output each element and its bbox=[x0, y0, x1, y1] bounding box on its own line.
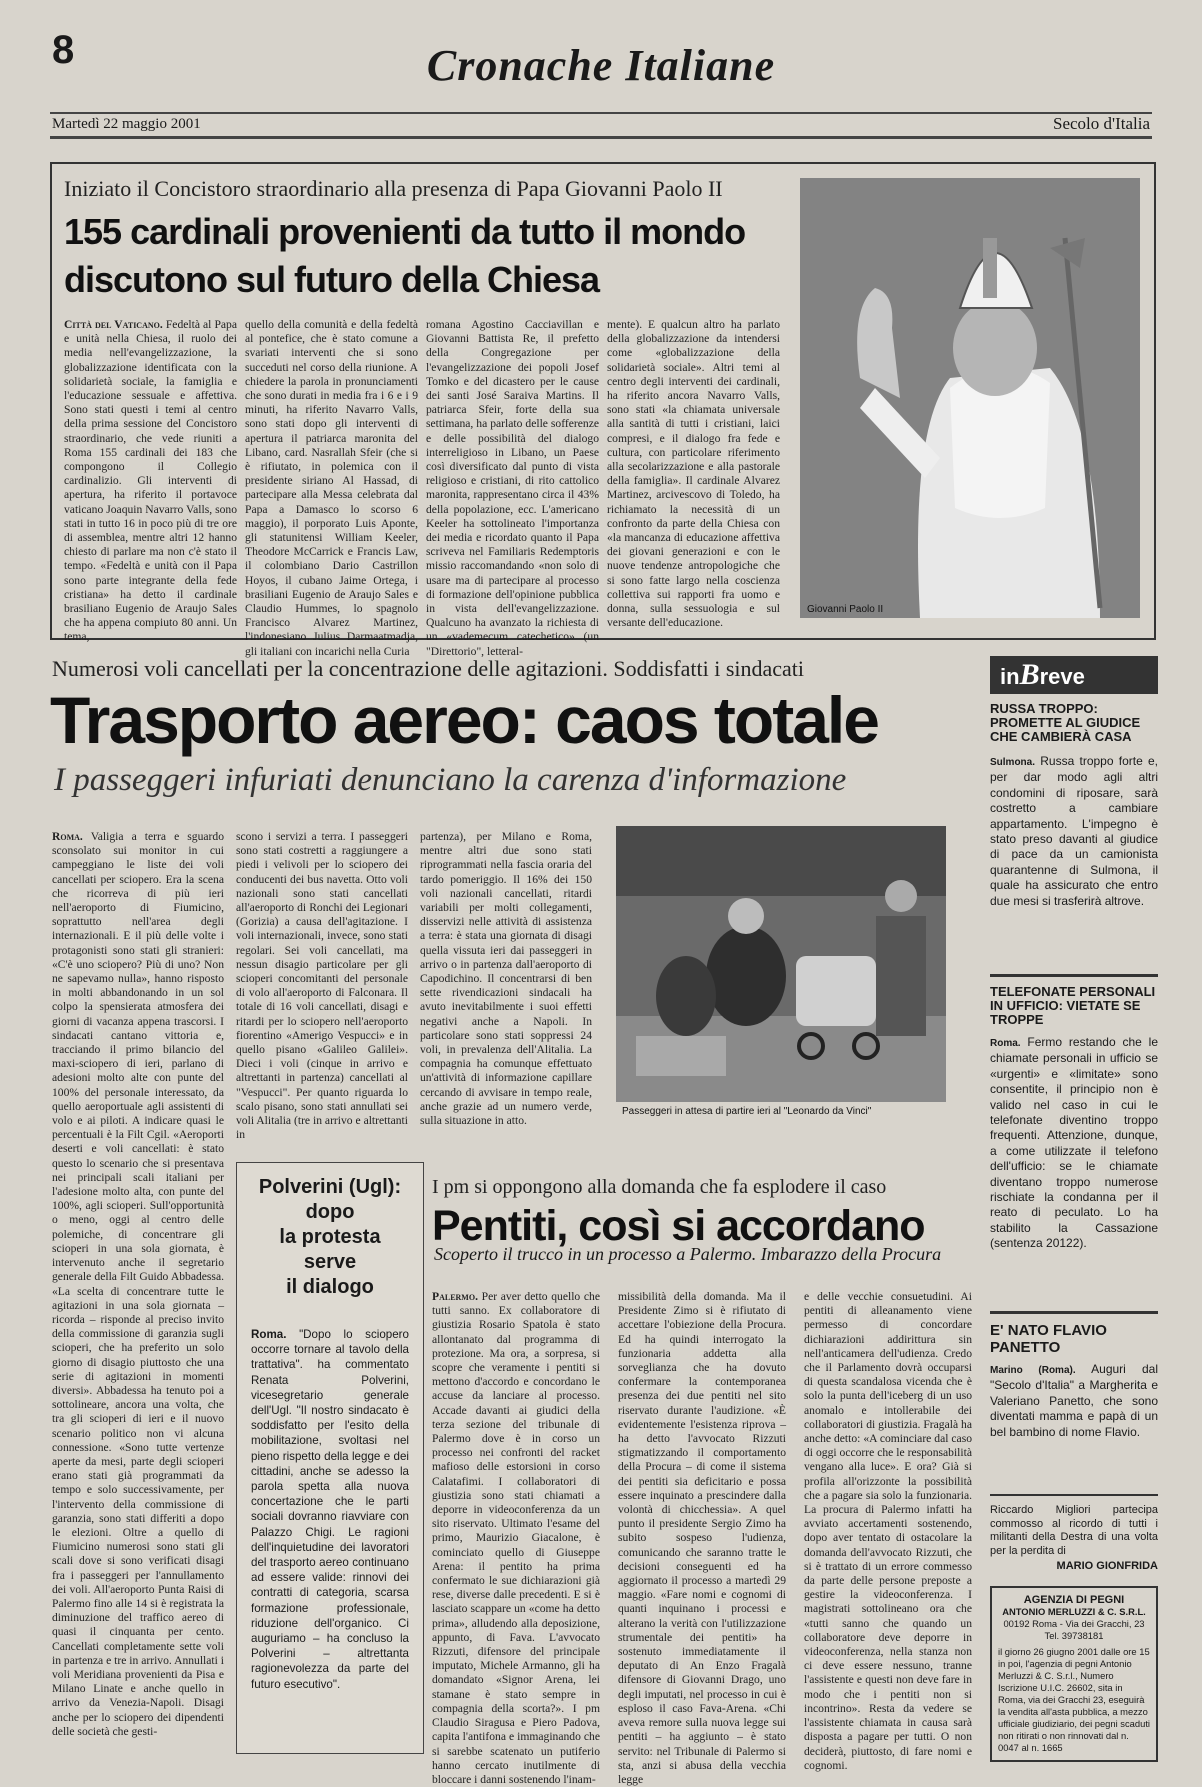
newspaper-name: Secolo d'Italia bbox=[1052, 114, 1150, 133]
article3-subhead: Scoperto il trucco in un processo a Palermo. Imbarazzo della Procura bbox=[434, 1244, 942, 1264]
header-rule bbox=[50, 112, 1152, 114]
article3-kicker: I pm si oppongono alla domanda che fa esplodere il caso bbox=[432, 1176, 887, 1198]
article3-dateline: Palermo. bbox=[432, 1290, 478, 1303]
page-number: 8 bbox=[52, 28, 75, 72]
article2-kicker: Numerosi voli cancellati per la concentrazione delle agitazioni. Soddisfatti i sindacati bbox=[52, 656, 805, 681]
article2-col3: partenza), per Milano e Roma, mentre altri due sono stati riprogrammati nella fascia oraria del tardo pomeriggio. Il 16% dei 150 voli nazionali cancellati, ritardi variabili per molti collegamenti, disservizi nelle attività di assistenza a terra: è stata una giornata di disagi quella vissuta ieri dai passeggeri in arrivo o in partenza dall'aeroporto di Capodichino. Il concentrarsi di ben sette rivendicazioni sindacali ha avuto inevitabilmente i suoi effetti negativi anche a Napoli. In particolare sono stati soppressi 24 voli, in prevalenza dell'Alitalia. La compagnia ha comunque effettuato un'attività di informazione capillare cercando di avvisare in tempo reale, anche grazie ad un numero verde, sulla situazione in atto. bbox=[420, 830, 592, 1128]
polverini-title: Polverini (Ugl): dopo la protesta serve il dialogo bbox=[258, 1176, 402, 1298]
article2-col2: scono i servizi a terra. I passeggeri sono stati costretti a raggiungere a piedi i velivoli per lo sciopero dei conducenti dei bus navetta. Otto voli nazionali sono stati cancellati all'aeroporto di Ronchi dei Legionari (Gorizia) a causa dell'agitazione. I voli internazionali, invece, sono stati regolari. Sei voli cancellati, ma nessun disagio particolare per gli scioperi concomitanti del personale di volo all'aeroporto di Falconara. Il totale di 16 voli cancellati, disagi e ritardi per lo sciopero nell'aeroporto fiorentino «Amerigo Vespucci» e in quello pisano «Galileo Galilei». Dieci i voli (cinque in arrivo e altrettanti in partenza) cancellati al "Vespucci". Per quanto riguarda lo scalo pisano, sono stati annullati sei voli Alitalia (tre in arrivo e altrettanti in bbox=[236, 830, 408, 1142]
section-masthead bbox=[0, 40, 1202, 91]
article-concistoro bbox=[50, 162, 1156, 658]
brief-item: RUSSA TROPPO: PROMETTE AL GIUDICE CHE CAMBIERÀ CASA Sulmona. Russa troppo forte e, per dar modo agli altri condomini di riposare, sarà costretto a cambiare appartamento. L'impegno è stato preso davanti al giudice di pace da un camionista quarantenne di Sulmona, il quale ha assicurato che entro due mesi si trasferirà altrove. bbox=[990, 701, 1158, 908]
article2-col1: Roma. Valigia a terra e sguardo sconsolato sui monitor in cui campeggiano le liste dei voli cancellati per sciopero. Era la scena che ricorreva di più ieri nell'aeroporto di Fiumicino, soprattutto nell'area degli internazionali. E il più delle volte i protagonisti sono stati gli stranieri: «C'è uno sciopero? Più di uno? Non ne sapevamo nulla», hanno risposto in molti abbandonando in un sol colpo la spensierata atmosfera dei giorni di vacanza appena trascorsi. I sindacati cantano vittoria e, tracciando il primo bilancio del maxi-sciopero di ieri, parlano di adesioni molto alte con punte del 100% del personale interessato, da quello aeroportuale agli assistenti di volo e ai piloti. A indicare quasi le percentuali è la Filt Cgil. «Aeroporti deserti e voli cancellati: è stato questo lo scenario che si presentava nei principali scali italiani per l'adesione molto alta, con punte del 100%, agli scioperi. Sull'opportunità o meno, oggi al centro delle polemiche, di concentrare gli scioperi in una sola giornata, è intervenuto anche il segretario generale della Filt Guido Abbadessa. «La scelta di concentrare tutte le agitazioni in una sola giornata – ricorda – risponde al preciso invito della commissione di garanzia sugli scioperi, che ha preferito un solo giorno di disagio piuttosto che una serie di agitazioni in momenti diversi». Abbadessa ha tenuto poi a sottolineare, ancora una volta, che tra gli scioperi di ieri e il nuovo scenario politico non vi alcuna connessione. «Sono tutte vertenze aperte da mesi, parte degli scioperi erano stati già programmati da tempo e solo successivamente, per l'intervento della commissione di garanzia, sono stati differiti a dopo le elezioni. Oltre a quello di Fiumicino numerosi sono stati gli scali dove si sono verificati disagi fra i passeggeri per l'annullamento dei voli. All'aeroporto Punta Raisi di Palermo fino alle 14 si è registrata la diminuzione del traffico aereo di quasi il cinquanta per cento. Cancellati completamente sette voli in partenza e tre in arrivo. Annullati i voli Meridiana provenienti da Pisa e Milano Linate e anche quello in arrivo da Venezia-Napoli. Disagi anche per lo sciopero dei dipendenti delle società che gesti- bbox=[52, 830, 224, 1738]
article2-headline: Trasporto aereo: caos totale bbox=[50, 683, 878, 757]
article2-dateline: Roma. bbox=[52, 830, 83, 843]
section-title: Cronache Italiane bbox=[426, 41, 776, 90]
condolence: Riccardo Migliori partecipa commosso al ricordo di tutti i militanti della Destra di una volta per la perdita di MARIO GIONFRIDA bbox=[990, 1494, 1158, 1572]
article1-kicker: Iniziato il Concistoro straordinario alla presenza di Papa Giovanni Paolo II bbox=[64, 176, 723, 201]
airport-photo-illustration bbox=[616, 826, 946, 1102]
airport-photo bbox=[616, 826, 946, 1102]
polverini-text: Roma. "Dopo lo sciopero occorre tornare al tavolo della trattativa". ha commentato Renata Polverini, vicesegretario generale dell'Ugl. "Il nostro sindacato è soddisfatto per l'esito della mobilitazione, svoltasi nel pieno rispetto della legge e dei cittadini, anche se adesso la parola spetta alla nuova concertazione che le parti sociali dovranno riavviare con Palazzo Chigi. Le ragioni dell'inquietudine dei lavoratori del trasporto aereo continuano ad essere valide: rinnovi dei contratti di categoria, scarsa formazione professionale, riduzione dell'organico. Ci auguriamo – ha concluso la Polverini – altrettanta ragionevolezza da parte del futuro esecutivo". bbox=[251, 1328, 409, 1691]
in-breve-label: inBreve bbox=[990, 656, 1158, 694]
brief-item: TELEFONATE PERSONALI IN UFFICIO: VIETATE SE TROPPE Roma. Fermo restando che le chiamate personali in ufficio se «urgenti» e «limitate» sono consentite, il principio non è valido nel caso in cui le telefonate diventino troppo frequenti. Attenzione, dunque, a come utilizzate il telefono dell'ufficio: se le chiamate diventano troppo numerose rischiate la condanna per il reato di peculato. Lo ha stabilito la Cassazione (sentenza 20122). bbox=[990, 974, 1158, 1307]
pope-photo-illustration bbox=[800, 178, 1140, 618]
article1-col2: quello della comunità e della fedeltà al pontefice, che è stato comune a svariati interventi che si sono succeduti nel corso della riunione. A chiedere la parola in pronunciamenti che sono durati in media fra i 6 e i 9 minuti, ha riferito Navarro Valls, sono stati dopo gli interventi di apertura il patriarca maronita del Libano, card. Nasrallah Sfeir (che si è rifiutato, in polemica con il presidente siriano Al Hassad, di partecipare alla Messa celebrata dal Papa a Damasco lo scorso 6 maggio), il porporato Luis Aponte, gli statunitensi William Keeler, Theodore McCarrick e Francis Law, il colombiano Dario Castrillon Hoyos, il cubano Jaime Ortega, i brasiliani Eugenio de Araujo Sales e Claudio Hummes, lo spagnolo Francisco Alvarez Martinez, l'indonesiano Julius Darmaatmadja, gli italiani con incarichi nella Curia bbox=[245, 318, 418, 658]
article1-headline-line1: 155 cardinali provenienti da tutto il mondo bbox=[64, 211, 746, 252]
airport-photo-caption: Passeggeri in attesa di partire ieri al "Leonardo da Vinci" bbox=[622, 1106, 872, 1117]
issue-date: Martedì 22 maggio 2001 bbox=[52, 116, 201, 132]
article1-col4: mente). E qualcun altro ha parlato della globalizzazione da intendersi come «globalizzazione della solidarietà sociale». Altri temi al centro degli interventi dei cardinali, ha riferito ancora Navarro Valls, sono stati «la chiamata universale alla santità di tutti i cristiani, laici compresi, e il dialogo fra fede e cultura, con particolare riferimento alla secolarizzazione e alla pastorale della famiglia». Il cardinale Alvarez Martinez, arcivescovo di Toledo, ha richiamato la necessità di un confronto da parte della Chiesa con «la mancanza di educazione affettiva dei giovani generazioni e con le nuove tendenze antropologiche che si sono fatte largo nella coscienza collettiva sui rapporti fra uomo e donna, sulla sessuologia e sul versante dell'educazione. bbox=[607, 318, 780, 630]
article3-col3: e delle vecchie consuetudini. Ai pentiti di alleanamento viene permesso di concordare dichiarazioni addirittura sin nell'anticamera dell'udienza. Credo che il Parlamento dovrà occuparsi di questa scandalosa vicenda che è solo la punta dell'iceberg di un uso anomalo e intollerabile dei collaboratori di giustizia. Fragalà ha anche detto: «A cominciare dal caso di oggi occorre che le responsabilità vengano alla luce». E ora? Già si profila all'orizzonte la possibilità che a pagare sia solo la funzionaria. La procura di Palermo infatti ha avviato accertamenti sostenendo, dopo aver tentato di ostacolare la domanda dell'avvocato Rizzuti, che si è trattato di un errore commesso da parte delle persone preposte a gestire la videoconferenza. I magistrati sottolineano ora che «tutti sanno che quando un collaboratore deve deporre in videoconferenza, nella stanza non ci deve essere nessuno, tranne l'assistente e questi non deve fare in modo che i pentiti non si incontrino». Resta da vedere se l'assistente chiamata in causa sarà disposta a pagare per tutti. O non deciderà, piuttosto, di fare nomi e cognomi. bbox=[804, 1290, 972, 1772]
article1-dateline: Città del Vaticano. bbox=[64, 318, 163, 331]
pope-photo bbox=[800, 178, 1140, 618]
article3-col1: Palermo. Per aver detto quello che tutti sanno. Ex collaboratore di giustizia Rosario Spatola è stato allontanato dal programma di protezione. Ma ora, a sorpresa, si scopre che veramente i pentiti si mettono d'accordo e concordano le accuse da lanciare al processo. Accade davanti ai giudici della terza sezione del tribunale di Palermo dove è in corso un processo nei confronti del racket mafioso delle estorsioni in corso Calatafimi. I collaboratori di giustizia sono stati chiamati a deporre in videoconferenza da un sito riservato. Ultimato l'esame del primo, Maurizio Giacalone, è cominciato quello di Giuseppe Arena: il pentito ha prima confermato le sue dichiarazioni già rese, diverse dalle precedenti. E si è lasciato scappare un «come ha detto prima», alludendo alla deposizione, appunto, di Fava. L'avvocato Rizzuti, difensore del principale imputato, Michele Armanno, gli ha domandato «Signor Arena, lei stamane è stato sempre in compagnia della scorta?». I pm Claudio Siragusa e Piero Padova, capita l'antifona e immaginando che si sarebbe scatenato un putiferio hanno cercato inutilmente di bloccare i danni sostenendo l'inam- bbox=[432, 1290, 600, 1786]
article1-headline-line2: discutono sul futuro della Chiesa bbox=[64, 259, 600, 300]
brief-item: E' NATO FLAVIO PANETTO Marino (Roma). Auguri dal "Secolo d'Italia" a Margherita e Valeriano Panetto, che sono diventati mamma e papà di un bel bambino di nome Flavio. bbox=[990, 1311, 1158, 1486]
polverini-box bbox=[236, 1162, 424, 1754]
article3-col2: missibilità della domanda. Ma il Presidente Zimo si è rifiutato di accettare l'obiezione della Procura. Ed ha quindi interrogato la funzionaria addetta alla sorveglianza che ha dovuto confermare la contemporanea presenza dei due pentiti nel sito riservato durante l'audizione. «È evidentemente l'esistenza riprova – ha detto l'avvocato Rizzuti stigmatizzando il comportamento della Procura – di come il sistema dei pentiti sia deficitario e possa essere inquinato a prescindere dalla volontà di chicchessia». A quel punto il presidente Sergio Zimo ha subito sospeso l'udienza, comunicando che saranno tratte le decisioni conseguenti ed ha aggiornato il processo a martedì 29 maggio. «Fare nomi e cognomi di quanti inquinano i processi e alterano la verità con l'utilizzazione strumentale dei pentiti» ha sostenuto immediatamente il deputato di An Enzo Fragalà difensore di Giovanni Drago, uno degli imputati, nel processo in cui è esploso il caso Fava-Arena. «Chi aveva remore sulla nuova legge sui pentiti – ha aggiunto – è stato servito: nel Tribunale di Palermo si sta, anzi si abusa della vecchia legge bbox=[618, 1290, 786, 1786]
header-rule-bottom bbox=[50, 136, 1152, 139]
pope-photo-caption: Giovanni Paolo II bbox=[807, 604, 884, 615]
article1-col1: Città del Vaticano. Fedeltà al Papa e unità nella Chiesa, il ruolo dei media nell'evangelizzazione, la globalizzazione identificata con la solidarietà sociale, la famiglia e l'educazione sessuale e affettiva. Sono stati questi i temi al centro della prima sessione del Concistoro straordinario, che vede riuniti a Roma 155 cardinali dei 183 che compongono il Collegio cardinalizio. Gli interventi di apertura, ha riferito il portavoce vaticano Joaquin Navarro Valls, sono stati in tutto 16 in poco più di tre ore di assemblea, mentre altri 12 hanno chiesto di parlare ma non c'è stato il tempo. «Fedeltà e unità con il Papa sono parte integrante della fede cristiana» ha detto il cardinale brasiliano Eugenio de Araujo Sales che ha appena compiuto 80 anni. Un tema, bbox=[64, 318, 237, 644]
article3-headline: Pentiti, così si accordano bbox=[432, 1202, 925, 1250]
pawn-agency-ad: AGENZIA DI PEGNI ANTONIO MERLUZZI & C. S.R.L. 00192 Roma - Via dei Gracchi, 23 Tel. 39738181 il giorno 26 giugno 2001 dalle ore 15 in poi, l'agenzia di pegni Antonio Merluzzi & C. S.r.l., Numero Iscrizione U.I.C. 26602, sita in Roma, via dei Gracchi 23, eseguirà la vendita all'asta pubblica, a mezzo ufficiale giudiziario, dei pegni scaduti non ritirati o non rinnovati dal n. 0047 al n. 1665 bbox=[990, 1586, 1158, 1762]
article1-col3: romana Agostino Cacciavillan e Giovanni Battista Re, il prefetto della Congregazione per l'evangelizzazione dei popoli Josef Tomko e del dicastero per le cause dei santi José Saraiva Martins. Il patriarca Sfeir, forte della sua settimana, ha parlato delle sofferenze e delle possibilità del dialogo interreligioso in Libano, un Paese così diversificato dal punto di vista religioso e cristiani, di rito cattolico maronita, rappresentano circa il 43% della popolazione, ecc. L'americano Keeler ha sottolineato l'importanza dei media e ricordato quanto il Papa scriveva nel Familiaris Redemptoris missio raccomandando «non solo di usare ma di partecipare al processo di formazione dell'opinione pubblica in vista dell'evangelizzazione. Qualcuno ha avanzato la richiesta di un «vademecum catechetico» (un "Direttorio", letteral- bbox=[426, 318, 599, 658]
article2-subhead: I passeggeri infuriati denunciano la carenza d'informazione bbox=[54, 762, 847, 798]
article1-headline bbox=[64, 208, 844, 304]
in-breve-column bbox=[990, 656, 1158, 1752]
